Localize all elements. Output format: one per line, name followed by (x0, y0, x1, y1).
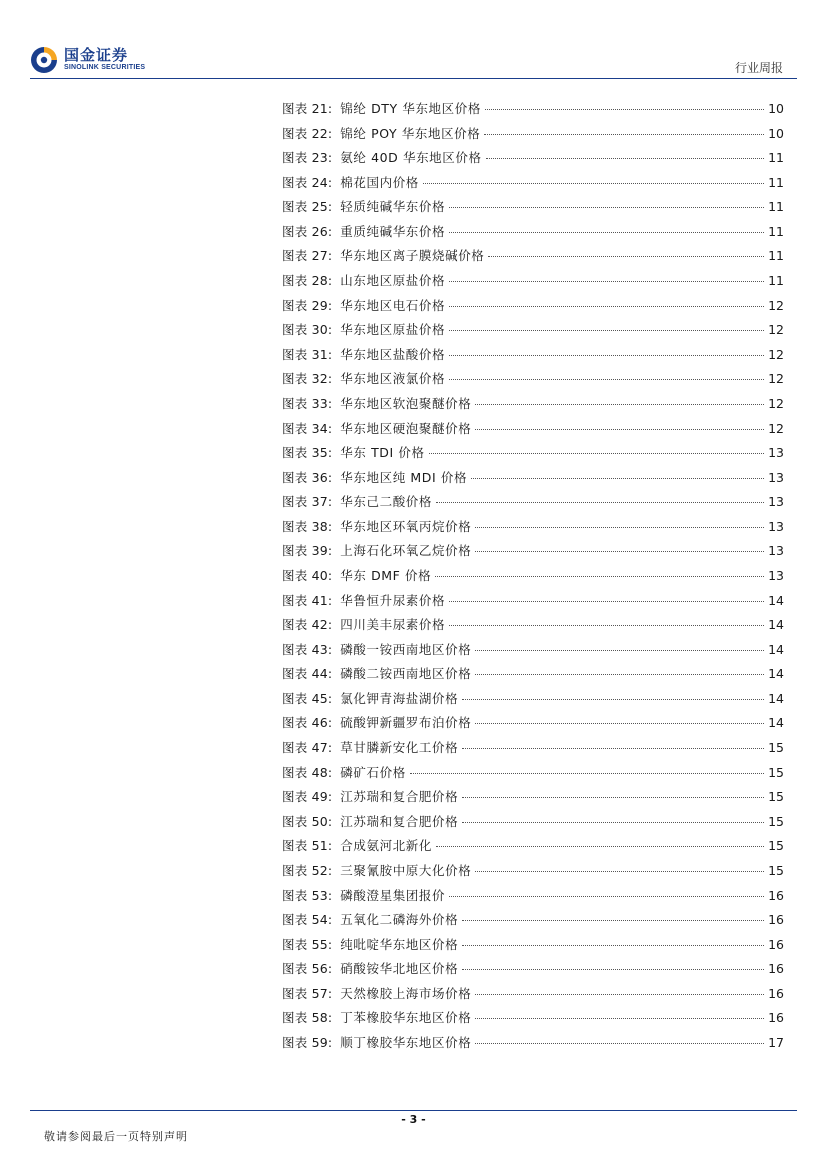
toc-figure-label: 图表 21: (282, 101, 333, 116)
toc-entry[interactable] (282, 664, 784, 689)
toc-dot-leader (475, 723, 764, 724)
toc-figure-title: 磷酸澄星集团报价 (340, 887, 446, 903)
toc-dot-leader (462, 969, 764, 970)
toc-dot-leader (449, 330, 764, 331)
toc-figure-title: 合成氨河北新化 (340, 838, 432, 854)
toc-figure-label: 图表 45: (282, 690, 333, 706)
toc-figure-label: 图表 50: (282, 813, 333, 829)
toc-dot-leader (486, 158, 764, 159)
toc-entry[interactable] (282, 1008, 784, 1033)
toc-figure-label: 图表 25: (282, 199, 333, 215)
figure-index-list (282, 99, 784, 1058)
toc-figure-label: 图表 56: (282, 961, 333, 977)
toc-page-number: 15 (768, 740, 784, 756)
toc-entry[interactable] (282, 836, 784, 861)
toc-figure-title: 锦纶 DTY 华东地区价格 (340, 101, 481, 116)
toc-figure-title: 上海石化环氧乙烷价格 (340, 543, 472, 559)
toc-page-number: 15 (768, 862, 784, 878)
toc-figure-label: 图表 27: (282, 248, 333, 264)
toc-entry[interactable] (282, 886, 784, 911)
toc-figure-label: 图表 38: (282, 518, 333, 534)
toc-figure-title: 纯吡啶华东地区价格 (340, 936, 459, 952)
brand-name-en: SINOLINK SECURITIES (64, 64, 146, 71)
toc-entry[interactable] (282, 296, 784, 321)
toc-page-number: 16 (768, 961, 784, 977)
toc-dot-leader (462, 699, 764, 700)
toc-entry[interactable] (282, 738, 784, 763)
sinolink-logo (30, 44, 160, 76)
toc-page-number: 11 (768, 150, 784, 166)
toc-dot-leader (475, 404, 764, 405)
toc-page-number: 13 (768, 543, 784, 559)
toc-figure-label: 图表 43: (282, 641, 333, 657)
toc-page-number: 16 (768, 985, 784, 1001)
toc-figure-label: 图表 54: (282, 912, 333, 928)
toc-figure-label: 图表 34: (282, 420, 333, 436)
toc-page-number: 12 (768, 420, 784, 436)
toc-figure-label: 图表 35: (282, 445, 333, 461)
toc-dot-leader (475, 994, 764, 995)
toc-page-number: 14 (768, 617, 784, 633)
toc-page-number: 15 (768, 789, 784, 805)
toc-page-number: 14 (768, 592, 784, 608)
toc-figure-title: 华东地区离子膜烧碱价格 (340, 248, 485, 264)
toc-dot-leader (449, 601, 764, 602)
toc-entry[interactable] (282, 492, 784, 517)
toc-figure-title: 华东地区电石价格 (340, 297, 446, 313)
toc-entry[interactable] (282, 468, 784, 493)
toc-page-number: 12 (768, 322, 784, 338)
toc-figure-title: 华东地区盐酸价格 (340, 346, 446, 362)
toc-figure-title: 华鲁恒升尿素价格 (340, 592, 446, 608)
toc-figure-label: 图表 26: (282, 223, 333, 239)
toc-figure-title: 五氧化二磷海外价格 (340, 912, 459, 928)
report-type: 行业周报 (734, 61, 783, 75)
toc-entry[interactable] (282, 271, 784, 296)
toc-dot-leader (462, 945, 764, 946)
toc-page-number: 16 (768, 912, 784, 928)
toc-dot-leader (436, 846, 764, 847)
toc-figure-title: 江苏瑞和复合肥价格 (340, 789, 459, 805)
toc-page-number: 11 (768, 223, 784, 239)
toc-figure-title: 华东己二酸价格 (340, 494, 432, 510)
toc-dot-leader (449, 207, 764, 208)
toc-figure-label: 图表 22: (282, 125, 333, 141)
toc-figure-title: 山东地区原盐价格 (340, 273, 446, 289)
toc-entry[interactable] (282, 640, 784, 665)
toc-page-number: 15 (768, 813, 784, 829)
toc-figure-label: 图表 55: (282, 936, 333, 952)
toc-figure-label: 图表 39: (282, 543, 333, 559)
toc-page-number: 11 (768, 248, 784, 264)
toc-entry[interactable] (282, 787, 784, 812)
page-header (0, 0, 827, 80)
toc-dot-leader (471, 478, 764, 479)
toc-entry[interactable] (282, 394, 784, 419)
toc-figure-title: 天然橡胶上海市场价格 (340, 985, 472, 1001)
toc-dot-leader (449, 896, 764, 897)
toc-figure-title: 磷矿石价格 (340, 764, 406, 780)
toc-entry[interactable] (282, 148, 784, 173)
brand-name-cn: 国金证券 (64, 46, 129, 64)
toc-figure-title: 磷酸二铵西南地区价格 (340, 666, 472, 682)
toc-dot-leader (449, 281, 764, 282)
toc-page-number: 15 (768, 838, 784, 854)
toc-entry[interactable] (282, 320, 784, 345)
toc-entry[interactable] (282, 99, 784, 124)
toc-figure-label: 图表 44: (282, 666, 333, 682)
toc-page-number: 13 (768, 518, 784, 534)
toc-entry[interactable] (282, 197, 784, 222)
toc-entry[interactable] (282, 959, 784, 984)
toc-figure-title: 丁苯橡胶华东地区价格 (340, 1010, 472, 1026)
toc-figure-title: 华东地区环氧丙烷价格 (340, 518, 472, 534)
toc-page-number: 13 (768, 567, 784, 583)
toc-page-number: 16 (768, 1010, 784, 1026)
toc-entry[interactable] (282, 1033, 784, 1058)
footer-divider (30, 1110, 797, 1111)
toc-dot-leader (462, 797, 764, 798)
toc-figure-label: 图表 37: (282, 494, 333, 510)
toc-entry[interactable] (282, 419, 784, 444)
toc-page-number: 11 (768, 273, 784, 289)
toc-figure-title: 轻质纯碱华东价格 (340, 199, 446, 215)
toc-figure-label: 图表 29: (282, 297, 333, 313)
toc-entry[interactable] (282, 763, 784, 788)
toc-page-number: 14 (768, 715, 784, 731)
toc-figure-label: 图表 41: (282, 592, 333, 608)
toc-figure-label: 图表 59: (282, 1034, 333, 1050)
toc-entry[interactable] (282, 861, 784, 886)
toc-figure-label: 图表 52: (282, 862, 333, 878)
toc-figure-title: 华东地区原盐价格 (340, 322, 446, 338)
toc-entry[interactable] (282, 222, 784, 247)
toc-figure-label: 图表 58: (282, 1010, 333, 1026)
toc-dot-leader (429, 453, 764, 454)
toc-figure-title: 江苏瑞和复合肥价格 (340, 813, 459, 829)
toc-dot-leader (410, 773, 764, 774)
toc-figure-label: 图表 46: (282, 715, 333, 731)
toc-entry[interactable] (282, 689, 784, 714)
toc-page-number: 12 (768, 395, 784, 411)
disclaimer-note: 敬请参阅最后一页特别声明 (44, 1130, 188, 1143)
toc-figure-title: 重质纯碱华东价格 (340, 223, 446, 239)
toc-entry[interactable] (282, 517, 784, 542)
toc-dot-leader (462, 822, 764, 823)
toc-entry[interactable] (282, 984, 784, 1009)
toc-figure-label: 图表 36: (282, 469, 333, 485)
toc-page-number: 10 (768, 101, 784, 116)
toc-dot-leader (484, 134, 764, 135)
toc-page-number: 15 (768, 764, 784, 780)
toc-dot-leader (423, 183, 764, 184)
toc-figure-title: 四川美丰尿素价格 (340, 617, 446, 633)
sinolink-logo-icon (30, 46, 58, 74)
toc-dot-leader (475, 527, 764, 528)
toc-dot-leader (435, 576, 764, 577)
toc-figure-title: 华东地区软泡聚醚价格 (340, 395, 472, 411)
toc-figure-label: 图表 23: (282, 150, 333, 166)
toc-figure-title: 氨纶 40D 华东地区价格 (340, 150, 482, 166)
toc-dot-leader (475, 871, 764, 872)
toc-dot-leader (475, 551, 764, 552)
toc-dot-leader (449, 355, 764, 356)
toc-dot-leader (462, 748, 764, 749)
toc-figure-title: 硫酸钾新疆罗布泊价格 (340, 715, 472, 731)
toc-dot-leader (449, 625, 764, 626)
toc-entry[interactable] (282, 713, 784, 738)
toc-figure-label: 图表 40: (282, 567, 333, 583)
toc-dot-leader (475, 1043, 764, 1044)
toc-figure-label: 图表 32: (282, 371, 333, 387)
toc-page-number: 12 (768, 371, 784, 387)
toc-entry[interactable] (282, 173, 784, 198)
toc-dot-leader (475, 1018, 764, 1019)
toc-entry[interactable] (282, 541, 784, 566)
toc-figure-title: 顺丁橡胶华东地区价格 (340, 1034, 472, 1050)
toc-figure-label: 图表 42: (282, 617, 333, 633)
toc-page-number: 17 (768, 1034, 784, 1050)
toc-figure-label: 图表 24: (282, 174, 333, 190)
toc-figure-label: 图表 53: (282, 887, 333, 903)
toc-figure-title: 华东地区纯 MDI 价格 (340, 469, 468, 485)
toc-dot-leader (485, 109, 764, 110)
toc-figure-label: 图表 31: (282, 346, 333, 362)
toc-dot-leader (449, 232, 764, 233)
toc-figure-title: 锦纶 POY 华东地区价格 (340, 125, 481, 141)
toc-figure-label: 图表 57: (282, 985, 333, 1001)
toc-entry[interactable] (282, 345, 784, 370)
toc-dot-leader (449, 306, 764, 307)
header-divider (30, 78, 797, 79)
toc-page-number: 13 (768, 494, 784, 510)
toc-figure-label: 图表 33: (282, 395, 333, 411)
toc-figure-title: 磷酸一铵西南地区价格 (340, 641, 472, 657)
toc-figure-title: 华东 TDI 价格 (340, 445, 425, 461)
toc-figure-title: 华东 DMF 价格 (340, 567, 432, 583)
toc-entry[interactable] (282, 124, 784, 149)
toc-dot-leader (449, 379, 764, 380)
toc-page-number: 14 (768, 641, 784, 657)
toc-entry[interactable] (282, 443, 784, 468)
toc-figure-label: 图表 28: (282, 273, 333, 289)
toc-figure-title: 硝酸铵华北地区价格 (340, 961, 459, 977)
page-number: - 3 - (401, 1113, 426, 1126)
toc-figure-title: 草甘膦新安化工价格 (340, 740, 459, 756)
toc-page-number: 14 (768, 666, 784, 682)
toc-page-number: 10 (768, 125, 784, 141)
toc-dot-leader (436, 502, 764, 503)
toc-page-number: 16 (768, 936, 784, 952)
toc-dot-leader (462, 920, 764, 921)
toc-page-number: 13 (768, 469, 784, 485)
toc-page-number: 12 (768, 297, 784, 313)
toc-page-number: 11 (768, 199, 784, 215)
toc-figure-title: 氯化钾青海盐湖价格 (340, 690, 459, 706)
toc-page-number: 12 (768, 346, 784, 362)
toc-page-number: 11 (768, 174, 784, 190)
toc-figure-label: 图表 49: (282, 789, 333, 805)
toc-figure-label: 图表 51: (282, 838, 333, 854)
toc-figure-title: 华东地区液氯价格 (340, 371, 446, 387)
toc-dot-leader (475, 650, 764, 651)
toc-page-number: 13 (768, 445, 784, 461)
toc-entry[interactable] (282, 566, 784, 591)
toc-page-number: 16 (768, 887, 784, 903)
toc-entry[interactable] (282, 246, 784, 271)
toc-entry[interactable] (282, 910, 784, 935)
toc-figure-label: 图表 30: (282, 322, 333, 338)
toc-dot-leader (488, 256, 764, 257)
toc-figure-title: 三聚氰胺中原大化价格 (340, 862, 472, 878)
toc-entry[interactable] (282, 369, 784, 394)
toc-entry[interactable] (282, 591, 784, 616)
toc-figure-label: 图表 47: (282, 740, 333, 756)
toc-dot-leader (475, 429, 764, 430)
toc-dot-leader (475, 674, 764, 675)
toc-page-number: 14 (768, 690, 784, 706)
toc-figure-title: 华东地区硬泡聚醚价格 (340, 420, 472, 436)
toc-entry[interactable] (282, 812, 784, 837)
toc-figure-label: 图表 48: (282, 764, 333, 780)
toc-figure-title: 棉花国内价格 (340, 174, 419, 190)
toc-entry[interactable] (282, 615, 784, 640)
toc-entry[interactable] (282, 935, 784, 960)
